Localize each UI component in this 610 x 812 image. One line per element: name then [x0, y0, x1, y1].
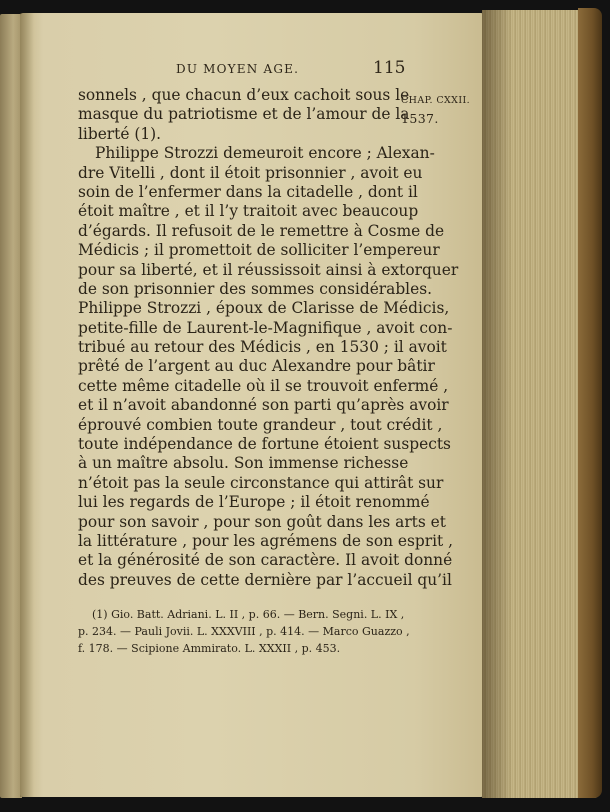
text-line: masque du patriotisme et de l’amour de la [78, 105, 410, 124]
text-line: la littérature , pour les agrémens de son esprit , [78, 531, 454, 550]
footnotes [78, 606, 410, 657]
text-line: petite-fille de Laurent-le-Magnifique , avoit con- [78, 318, 453, 337]
footnote-line: (1) Gio. Batt. Adriani. L. II , p. 66. — Bern. Segni. L. IX , [92, 608, 405, 621]
text-line: de son prisonnier des sommes considérables. [78, 279, 433, 298]
text-line: n’étoit pas la seule circonstance qui attirât sur [78, 473, 444, 492]
text-line: liberté (1). [78, 124, 162, 143]
text-line: et la générosité de son caractère. Il avoit donné [78, 551, 453, 570]
text-line: à un maître absolu. Son immense richesse [78, 454, 409, 473]
text-line: Médicis ; il promettoit de solliciter l’empereur [78, 241, 440, 260]
text-line: sonnels , que chacun d’eux cachoit sous le [78, 86, 410, 104]
page-number: 115 [373, 58, 406, 78]
page-edge-shadow [482, 10, 512, 798]
margin-year-note: 1537. [401, 111, 439, 126]
text-line: toute indépendance de fortune étoient suspects [78, 435, 451, 454]
running-head: DU MOYEN AGE. [176, 62, 300, 76]
footnote-line: p. 234. — Pauli Jovii. L. XXXVIII , p. 414. — Marco Guazzo , [78, 625, 410, 638]
footnote-line: f. 178. — Scipione Ammirato. L. XXXII , p. 453. [78, 642, 341, 655]
text-line: tribué au retour des Médicis , en 1530 ; il avoit [78, 338, 447, 357]
text-line: soin de l’enfermer dans la citadelle , dont il [78, 182, 418, 201]
previous-page-edge [0, 14, 22, 798]
text-line: dre Vitelli , dont il étoit prisonnier , avoit eu [78, 163, 423, 182]
text-line: cette même citadelle où il se trouvoit enfermé , [78, 376, 449, 395]
text-line: éprouvé combien toute grandeur , tout crédit , [78, 415, 443, 434]
text-line: d’égards. Il refusoit de le remettre à Cosme de [78, 221, 445, 240]
text-line: des preuves de cette dernière par l’accueil qu’il [78, 570, 452, 589]
text-line: pour son savoir , pour son goût dans les arts et [78, 512, 446, 531]
book-cover-edge [578, 8, 602, 798]
text-line: Philippe Strozzi demeuroit encore ; Alexan- [95, 144, 435, 163]
text-line: lui les regards de l’Europe ; il étoit renommé [78, 493, 430, 512]
text-line: étoit maître , et il l’y traitoit avec beaucoup [78, 202, 419, 221]
text-line: pour sa liberté, et il réussissoit ainsi à extorquer [78, 260, 459, 279]
text-line: prêté de l’argent au duc Alexandre pour bâtir [78, 357, 435, 376]
page-gutter-shadow [20, 13, 34, 797]
margin-chapter-note: CHAP. CXXII. [401, 95, 471, 106]
text-line: et il n’avoit abandonné son parti qu’après avoir [78, 396, 449, 415]
text-line: Philippe Strozzi , époux de Clarisse de Médicis, [78, 299, 450, 318]
